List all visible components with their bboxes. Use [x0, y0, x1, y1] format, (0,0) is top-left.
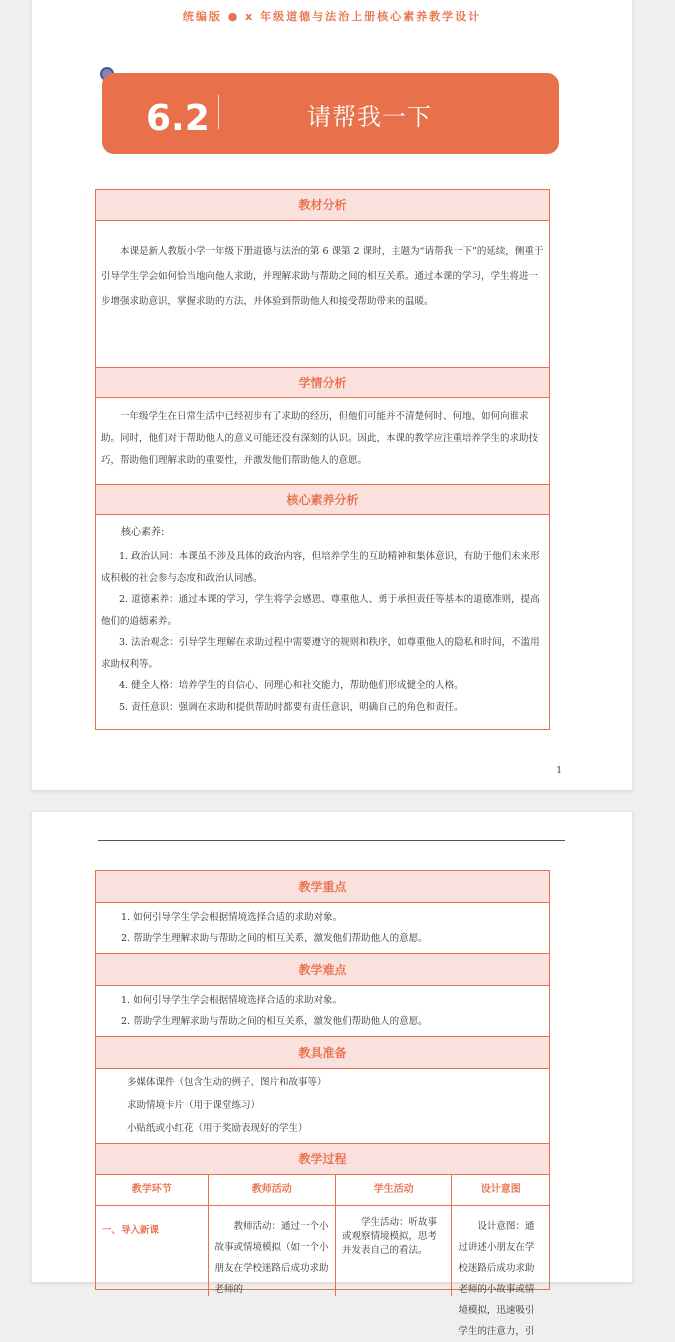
- process-header-row: [96, 1175, 549, 1206]
- student-activity-cell: [336, 1206, 452, 1296]
- teacher-activity-text: 教师活动：通过一个小故事或情境模拟（如一个小朋友在学校迷路后成功求助老师的: [214, 1221, 329, 1295]
- section-body-textbook: [96, 221, 549, 367]
- section-body-difficulties: [96, 986, 549, 1036]
- document-page-2: [32, 812, 632, 1337]
- section-body-students: [96, 398, 549, 484]
- section-body-materials: [96, 1069, 549, 1143]
- section-heading-students: 学情分析: [96, 367, 549, 398]
- section-body-core: [96, 523, 549, 737]
- process-col-student: 学生活动: [336, 1175, 452, 1205]
- design-intent-cell: [452, 1206, 549, 1337]
- key-point-2: 2. 帮助学生理解求助与帮助之间的相互关系，激发他们帮助他人的意愿。: [121, 933, 428, 944]
- design-intent-text: 设计意图：通过讲述小朋友在学校迷路后成功求助老师的小故事或情境模拟，迅速吸引学生的注意力，引: [458, 1221, 535, 1337]
- textbook-analysis-text: 本课是新人教版小学一年级下册道德与法治的第 6 课第 2 课时，主题为“请帮我一下”的延续，侧重于引导学生学会如何恰当地向他人求助，并理解求助与帮助之间的相互关系。通过本课的学习，学生将进一步增强求助意识，掌握求助的方法，并体验到帮助他人和接受帮助带来的温暖。: [101, 246, 544, 307]
- core-item-3: 3. 法治观念：引导学生理解在求助过程中需要遵守的规则和秩序，如尊重他人的隐私和时间，不滥用求助权利等。: [101, 637, 540, 670]
- chapter-number: 6.2: [146, 98, 210, 139]
- key-point-1: 1. 如何引导学生学会根据情境选择合适的求助对象。: [121, 912, 343, 923]
- core-item-5: 5. 责任意识：强调在求助和提供帮助时都要有责任意识，明确自己的角色和责任。: [119, 701, 464, 713]
- stage-cell: 一、导入新课: [96, 1206, 209, 1296]
- core-literacy-label: 核心素养:: [121, 527, 165, 538]
- student-activity-text: 学生活动：听故事或观察情境模拟，思考并发表自己的看法。: [341, 1217, 437, 1256]
- core-item-2: 2. 道德素养：通过本课的学习，学生将学会感恩、尊重他人、勇于承担责任等基本的道德准则，提高他们的道德素养。: [101, 594, 540, 627]
- section-heading-core: 核心素养分析: [96, 484, 549, 515]
- document-page-1: [32, 0, 632, 790]
- material-3: 小贴纸或小红花（用于奖励表现好的学生）: [127, 1123, 308, 1134]
- chapter-title: 请帮我一下: [307, 103, 432, 131]
- teaching-table: [95, 870, 550, 1337]
- banner-divider: [218, 95, 219, 129]
- student-analysis-text: 一年级学生在日常生活中已经初步有了求助的经历，但他们可能并不清楚何时、何地、如何向谁求助。同时，他们对于帮助他人的意义可能还没有深刻的认识。因此，本课的教学应注重培养学生的求助技巧，帮助他们理解求助的重要性，并激发他们帮助他人的意愿。: [101, 411, 539, 466]
- material-1: 多媒体课件（包含生动的例子、图片和故事等）: [127, 1077, 327, 1088]
- difficulty-2: 2. 帮助学生理解求助与帮助之间的相互关系，激发他们帮助他人的意愿。: [121, 1016, 428, 1027]
- material-2: 求助情境卡片（用于课堂练习）: [127, 1100, 261, 1111]
- table-row: [96, 1206, 549, 1337]
- section-heading-materials: 教具准备: [96, 1036, 549, 1069]
- core-item-4: 4. 健全人格：培养学生的自信心、同理心和社交能力，帮助他们形成健全的人格。: [119, 680, 464, 691]
- process-col-stage: 教学环节: [96, 1175, 209, 1205]
- page-number: 1: [556, 766, 562, 776]
- section-heading-textbook: 教材分析: [96, 190, 549, 221]
- core-item-1: 1. 政治认同：本课虽不涉及具体的政治内容，但培养学生的互助精神和集体意识，有助于他们未来形成积极的社会参与态度和政治认同感。: [101, 551, 540, 584]
- difficulty-1: 1. 如何引导学生学会根据情境选择合适的求助对象。: [121, 995, 343, 1006]
- header-rule: [98, 840, 565, 841]
- section-heading-key-points: 教学重点: [96, 871, 549, 903]
- analysis-table: [95, 189, 550, 730]
- process-col-intent: 设计意图: [480, 1184, 521, 1195]
- chapter-banner: [102, 73, 559, 154]
- section-heading-process: 教学过程: [96, 1143, 549, 1175]
- running-header: 统编版 ● x 年级道德与法治上册核心素养教学设计: [182, 10, 482, 23]
- section-body-key-points: [96, 903, 549, 953]
- process-col-teacher: 教师活动: [209, 1175, 336, 1205]
- section-heading-difficulties: 教学难点: [96, 953, 549, 986]
- teacher-activity-cell: [209, 1206, 336, 1296]
